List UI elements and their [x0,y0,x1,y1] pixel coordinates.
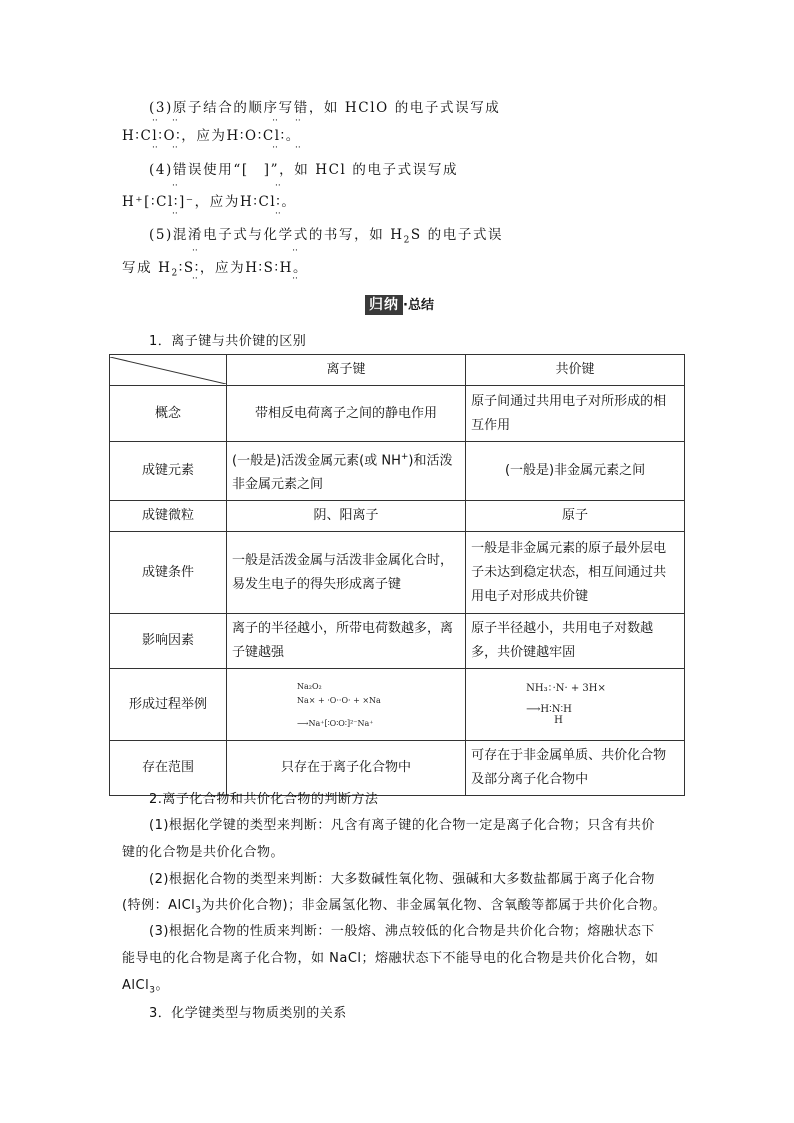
subscript: 3 [149,985,156,996]
summary-badge: 归纳 [365,295,403,315]
cell-ionic: 只存在于离子化合物中 [227,741,466,796]
para-3-line-2: 能导电的化合物是离子化合物，如 NaCl；熔融状态下不能导电的化合物是共价化合物，如 [122,951,659,966]
diagonal-line [110,357,226,384]
section-2-title: 2.离子化合物和共价化合物的判断方法 [149,792,379,807]
comparison-table [109,354,685,796]
cell-covalent: 原子间通过共用电子对所形成的相互作用 [466,386,685,442]
cell-ionic: 离子的半径越小，所带电荷数越多，离子键越强 [227,614,466,669]
text-part: (一般是)活泼金属元素(或 NH [232,453,401,469]
formula-right: H∶S∶H [245,260,294,276]
lone-pair-dots: ·· ·· [172,209,281,219]
lone-pair-dots: ·· ·· [192,274,298,284]
text-end: 。 [285,128,301,144]
lone-pair-dots: ·· ·· ·· ·· [152,116,301,126]
cell-covalent-diagram [466,669,685,741]
summary-heading [365,294,434,314]
text-part: 写成 H [122,260,172,276]
subscript: 3 [195,905,202,916]
diagonal-header-cell [110,355,227,386]
row-label: 概念 [110,386,227,442]
na2o2-product: ⟶Na⁺[∶O∶O∶]²⁻Na⁺ [297,718,374,728]
superscript: + [400,452,409,462]
cell-covalent: 原子半径越小，共用电子对数越多，共价键越牢固 [466,614,685,669]
lone-pair-dots: ·· ·· ·· ·· [152,143,301,153]
error-3-formula-line [122,124,301,144]
text-end: 。 [293,260,309,276]
lone-pair-dots: ·· ·· [192,246,298,256]
text-join: ，应为 [199,260,246,276]
para-2-line-2 [122,894,666,916]
cell-covalent: 原子 [466,501,685,532]
header-covalent: 共价键 [466,355,685,386]
cell-covalent: 一般是非金属元素的原子最外层电子未达到稳定状态，相互间通过共用电子对形成共价键 [466,532,685,614]
row-label: 影响因素 [110,614,227,669]
table-row [110,532,685,614]
formula-right: H∶O∶Cl∶ [226,128,286,144]
text-part: 为共价化合物)；非金属氢化物、非金属氧化物、含氧酸等都属于共价化合物。 [201,898,667,913]
row-label: 成键微粒 [110,501,227,532]
nh3-bottom-h: H [554,715,563,727]
text-part: )和活泼非金属元素之间 [232,453,453,493]
cell-ionic: 一般是活泼金属与活泼非金属化合时，易发生电子的得失形成离子键 [227,532,466,614]
cell-covalent: 可存在于非金属单质、共价化合物及部分离子化合物中 [466,741,685,796]
cell-ionic [227,442,466,501]
table-row [110,614,685,669]
cell-ionic: 带相反电荷离子之间的静电作用 [227,386,466,442]
table-row [110,501,685,532]
formula-wrong: H∶Cl∶O∶ [122,128,182,144]
para-1-line-2: 键的化合物是共价化合物。 [122,845,285,860]
cell-ionic-diagram [227,669,466,741]
summary-title: ·总结 [403,298,434,313]
text-part: AlCl [122,978,150,993]
text-part: 。 [155,978,169,993]
row-label: 成键元素 [110,442,227,501]
text-part: (特例：AlCl [122,898,196,913]
error-5-text [149,223,503,246]
table-row [110,669,685,741]
row-label: 形成过程举例 [110,669,227,741]
header-ionic: 离子键 [227,355,466,386]
section-3-title: 3．化学键类型与物质类别的关系 [149,1006,347,1021]
na2o2-reactants: Na× + ·O··O· + ×Na [297,695,381,705]
text-end: 。 [281,194,297,210]
cell-covalent: (一般是)非金属元素之间 [466,442,685,501]
para-1-line-1: (1)根据化学键的类型来判断：凡含有离子键的化合物一定是离子化合物；只含有共价 [149,818,655,833]
table-row [110,386,685,442]
nh3-product: ⟶H∶N∶H [526,704,572,716]
para-3-line-1: (3)根据化合物的性质来判断：一般熔、沸点较低的化合物是共价化合物；熔融状态下 [149,924,655,939]
formula-right: H∶Cl∶ [239,194,282,210]
error-4-text: (4)错误使用“[ ]”，如 HCl 的电子式误写成 [149,162,459,178]
text-part: (5)混淆电子式与化学式的书写，如 H [149,227,404,243]
para-3-line-3 [122,974,169,996]
text-join: ，应为 [194,194,240,210]
section-1-title: 1．离子键与共价键的区别 [149,334,307,349]
lone-pair-dots: ·· ·· [172,181,281,191]
row-label: 成键条件 [110,532,227,614]
para-2-line-1: (2)根据化合物的类型来判断：大多数碱性氧化物、强碱和大多数盐都属于离子化合物 [149,872,655,887]
error-3-text: (3)原子结合的顺序写错，如 HClO 的电子式误写成 [149,100,501,116]
formula-wrong: H⁺[∶Cl∶]⁻ [122,194,195,210]
subscript: 2 [171,268,179,279]
cell-ionic: 阴、阳离子 [227,501,466,532]
subscript: 2 [403,235,411,246]
text-join: ，应为 [181,128,227,144]
nh3-reactants: NH₃：·N· + 3H× [526,683,606,695]
formula-wrong: ∶S∶ [178,260,200,276]
table-row [110,442,685,501]
error-4-formula-line [122,190,297,210]
table-header-row [110,355,685,386]
row-label: 存在范围 [110,741,227,796]
na2o2-label: Na₂O₂ [297,681,322,691]
text-part: S 的电子式误 [410,227,504,243]
